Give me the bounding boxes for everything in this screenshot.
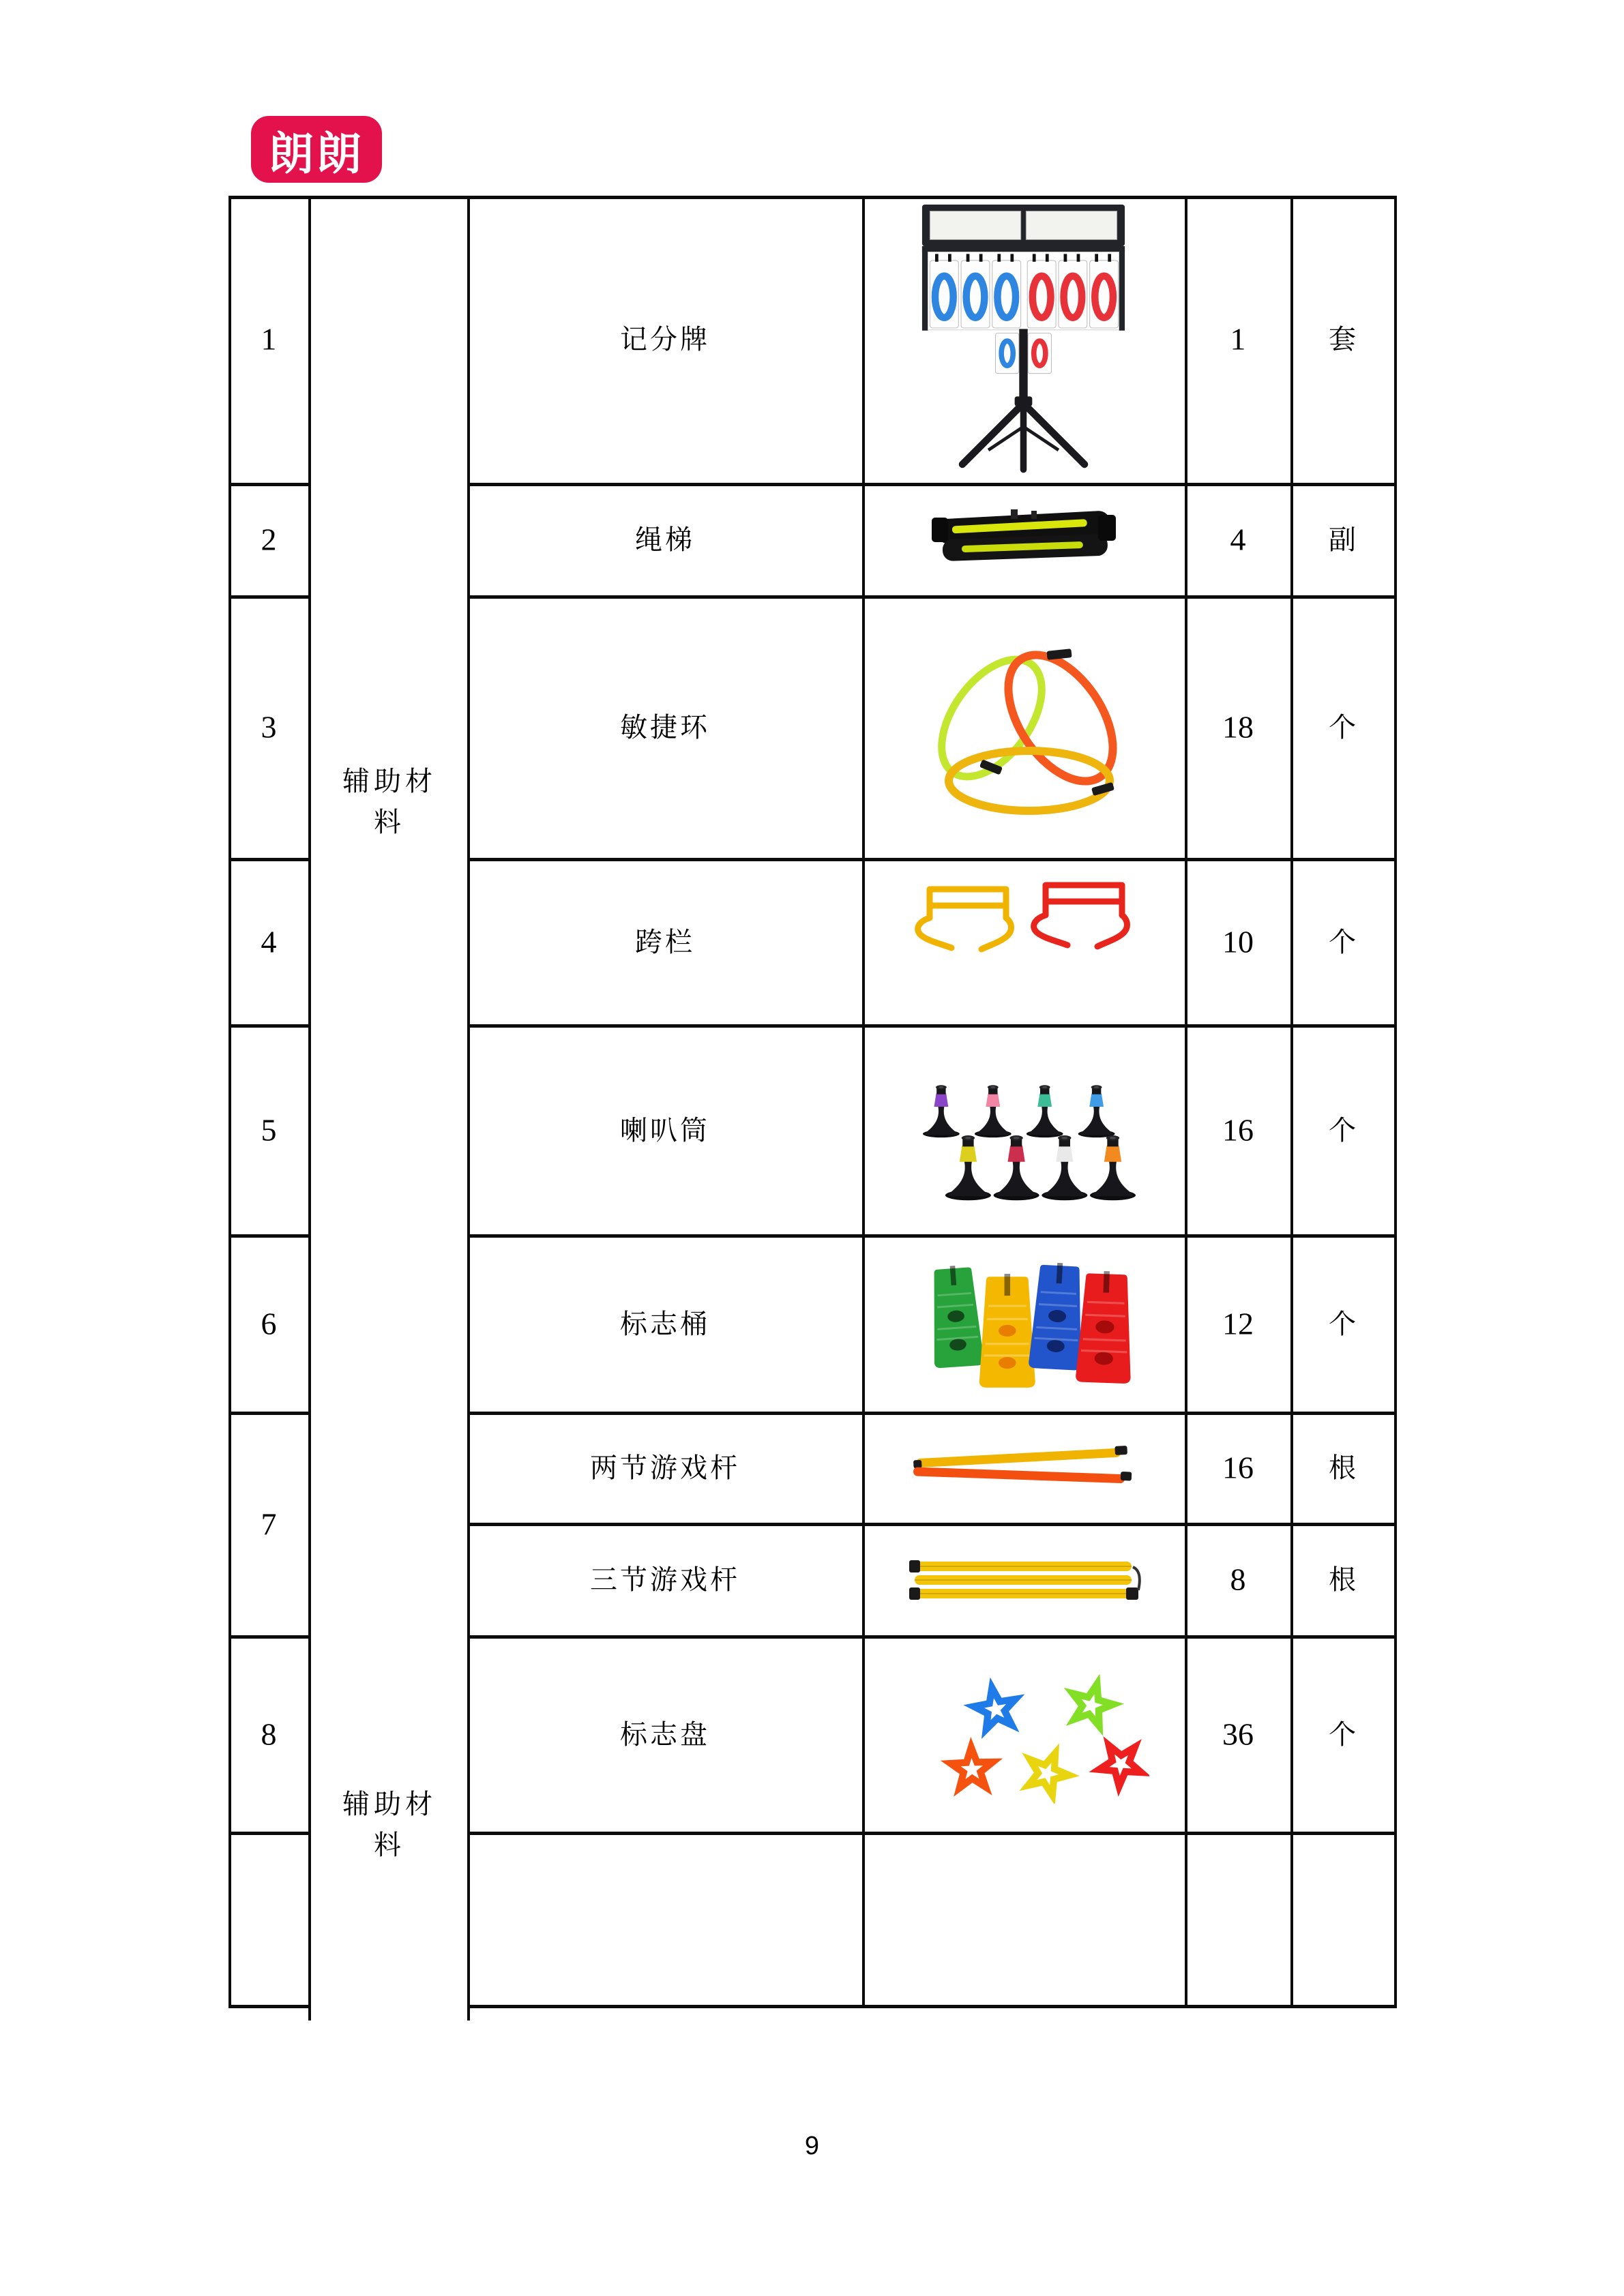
table-grid-line <box>467 1523 1397 1526</box>
table-grid-line <box>467 595 1397 599</box>
item-quantity: 36 <box>1222 1716 1254 1752</box>
table-grid-line <box>228 1412 311 1415</box>
item-unit: 个 <box>1329 1115 1359 1146</box>
item-quantity: 4 <box>1230 522 1246 557</box>
row-number: 1 <box>261 321 277 357</box>
item-unit: 个 <box>1329 1309 1359 1339</box>
marker-buckets-image <box>921 1255 1132 1395</box>
row-number: 4 <box>261 924 277 959</box>
row-number: 3 <box>261 709 277 745</box>
item-name: 跨栏 <box>635 927 695 957</box>
table-grid-line <box>467 1412 1397 1415</box>
tripod <box>962 329 1084 470</box>
table-grid-line <box>228 1635 311 1639</box>
table-grid-line <box>467 2005 1397 2008</box>
table-grid-line <box>228 1024 311 1028</box>
item-quantity: 12 <box>1222 1306 1254 1341</box>
item-name: 三节游戏杆 <box>590 1564 740 1595</box>
item-name: 敏捷环 <box>620 712 710 743</box>
table-grid-line <box>228 196 231 2008</box>
row-number: 8 <box>261 1716 277 1752</box>
row-number: 7 <box>261 1506 277 1542</box>
table-grid-line <box>308 196 311 2021</box>
item-unit: 根 <box>1329 1564 1359 1595</box>
table-grid-line <box>467 1832 1397 1835</box>
category-label: 辅助材料 <box>342 1789 437 1860</box>
table-grid-line <box>228 595 311 599</box>
item-name: 喇叭筒 <box>620 1115 710 1146</box>
row-number: 6 <box>261 1306 277 1341</box>
table-grid-line <box>228 483 311 486</box>
item-quantity: 16 <box>1222 1450 1254 1485</box>
table-grid-line <box>1394 196 1397 2008</box>
item-unit: 个 <box>1329 1719 1359 1750</box>
table-grid-line <box>467 1024 1397 1028</box>
item-unit: 套 <box>1329 324 1359 355</box>
table-grid-line <box>467 196 470 2021</box>
row-number: 5 <box>261 1112 277 1148</box>
item-name: 标志桶 <box>620 1309 710 1339</box>
scoreboard-image <box>916 205 1131 477</box>
langlang-logo: 朗朗 <box>251 116 382 183</box>
marker-discs-image <box>938 1674 1149 1804</box>
table-grid-line <box>228 1832 311 1835</box>
table-grid-line <box>467 1234 1397 1238</box>
table-grid-line <box>228 196 1397 199</box>
table-grid-line <box>467 1635 1397 1639</box>
item-name: 记分牌 <box>620 324 710 355</box>
item-quantity: 16 <box>1222 1112 1254 1148</box>
table-grid-line <box>228 1234 311 1238</box>
table-grid-line <box>228 858 311 861</box>
table-grid-line <box>467 858 1397 861</box>
table-grid-line <box>1290 196 1293 2008</box>
item-name: 绳梯 <box>635 524 695 555</box>
item-unit: 副 <box>1329 524 1359 555</box>
page-number: 9 <box>804 2132 820 2160</box>
item-name: 两节游戏杆 <box>590 1452 740 1483</box>
two-section-poles-image <box>911 1444 1136 1491</box>
item-quantity: 18 <box>1222 709 1254 745</box>
item-unit: 个 <box>1329 927 1359 957</box>
row-number: 2 <box>261 522 277 557</box>
category-label: 辅助材料 <box>342 766 437 837</box>
table-grid-line <box>467 483 1397 486</box>
mini-hurdles-image <box>907 880 1146 961</box>
item-unit: 根 <box>1329 1452 1359 1483</box>
table-grid-line <box>228 2005 311 2008</box>
table-grid-line <box>862 196 865 2008</box>
item-quantity: 10 <box>1222 924 1254 959</box>
three-section-poles-image <box>904 1559 1142 1602</box>
item-quantity: 1 <box>1230 321 1246 357</box>
rope-ladder-image <box>928 501 1119 576</box>
item-unit: 个 <box>1329 712 1359 743</box>
agility-rings-image <box>926 636 1130 820</box>
trumpet-cones-image <box>917 1047 1136 1224</box>
table-grid-line <box>1185 196 1187 2008</box>
item-name: 标志盘 <box>620 1719 710 1750</box>
item-quantity: 8 <box>1230 1562 1246 1597</box>
